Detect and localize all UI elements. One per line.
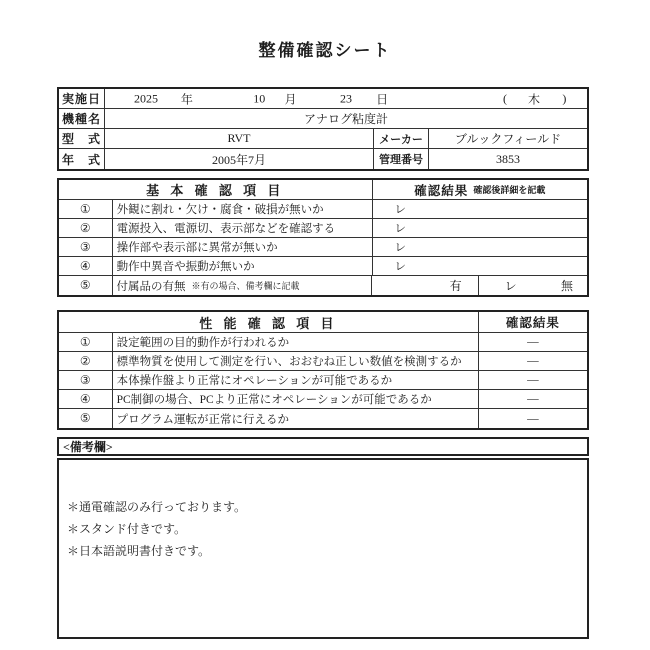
row-number: ①: [59, 200, 113, 218]
table-row-type: [59, 129, 587, 149]
year-value: 2005年7月: [105, 149, 374, 169]
table-row: [59, 390, 587, 409]
performance-check-table: [57, 310, 589, 430]
table-row: [59, 200, 587, 219]
check-result: レ: [394, 204, 407, 216]
table-row: [59, 352, 587, 371]
maker-label: メーカー: [374, 129, 429, 148]
remark-note: ＊通電確認のみ行っております。: [67, 500, 247, 514]
remark-note: ＊日本語説明書付きです。: [67, 544, 211, 558]
check-item-text: 外観に割れ・欠け・腐食・破損が無いか: [113, 200, 373, 218]
check-result: レ: [394, 223, 407, 235]
basic-items-header: 基 本 確 認 項 目: [59, 180, 373, 199]
date-month-unit: 月: [284, 92, 297, 106]
accessories-none-cell: [479, 276, 587, 295]
remarks-box: [57, 458, 589, 639]
row-number: ④: [59, 390, 113, 408]
remark-note: ＊スタンド付きです。: [67, 522, 187, 536]
accessories-checkmark: レ: [504, 279, 517, 293]
date-label: 実施日: [59, 89, 105, 108]
remarks-header: <備考欄>: [57, 437, 589, 456]
table-row: [59, 333, 587, 352]
row-number: ②: [59, 219, 113, 237]
performance-check-header: [59, 312, 587, 333]
table-row-year: [59, 149, 587, 169]
date-day-unit: 日: [376, 92, 389, 106]
check-result: ―: [527, 393, 539, 405]
year-label: 年 式: [59, 149, 105, 169]
row-number: ⑤: [59, 276, 113, 295]
maker-value: ブルックフィールド: [454, 132, 562, 146]
table-row: [59, 409, 587, 428]
performance-items-header: 性 能 確 認 項 目: [59, 312, 479, 332]
date-month: 10: [253, 91, 266, 105]
check-item-text: 標準物質を使用して測定を行い、おおむね正しい数値を検測するか: [113, 352, 479, 370]
result-header-label: 確認結果: [414, 183, 469, 198]
date-year-unit: 年: [180, 92, 193, 106]
check-item-text: [113, 276, 373, 295]
weekday-paren-close: ): [562, 91, 567, 105]
table-row: [59, 371, 587, 390]
type-value: RVT: [105, 129, 374, 148]
table-row-date: [59, 89, 587, 109]
check-item-text: 電源投入、電源切、表示部などを確認する: [113, 219, 373, 237]
control-number-label: 管理番号: [374, 149, 429, 169]
result-header-note: 確認後詳細を記載: [473, 185, 546, 195]
row-number: ④: [59, 257, 113, 275]
weekday-paren-open: (: [503, 91, 508, 105]
page-title: 整備確認シート: [258, 41, 392, 60]
accessories-has-cell: 有: [372, 276, 478, 295]
table-row: [59, 238, 587, 257]
date-value-cell: [105, 89, 587, 108]
performance-result-header: 確認結果: [505, 316, 560, 330]
check-result: ―: [527, 355, 539, 367]
model-value: アナログ粘度計: [303, 112, 388, 126]
check-result: レ: [394, 261, 407, 273]
row-number: ③: [59, 371, 113, 389]
table-row-model: [59, 109, 587, 129]
date-weekday: 木: [527, 92, 540, 106]
row-number: ⑤: [59, 409, 113, 428]
accessories-note: ※有の場合、備考欄に記載: [191, 281, 300, 291]
check-result: レ: [394, 242, 407, 254]
control-number-value: 3853: [496, 151, 520, 166]
check-item-text: 動作中異音や振動が無いか: [113, 257, 373, 275]
check-result: ―: [527, 336, 539, 348]
check-item-text: 操作部や表示部に異常が無いか: [113, 238, 373, 256]
model-label: 機種名: [59, 109, 105, 128]
check-result: ―: [527, 374, 539, 386]
row-number: ③: [59, 238, 113, 256]
check-item-text: プログラム運転が正常に行えるか: [113, 409, 479, 428]
type-label: 型 式: [59, 129, 105, 148]
check-result: ―: [527, 412, 539, 425]
date-day: 23: [340, 91, 352, 105]
equipment-info-table: [57, 87, 589, 171]
date-year: 2025: [133, 91, 158, 105]
row-number: ①: [59, 333, 113, 351]
basic-check-header: [59, 180, 587, 200]
row-number: ②: [59, 352, 113, 370]
basic-result-header: [373, 180, 587, 199]
basic-check-table: [57, 178, 589, 297]
table-row: [59, 219, 587, 238]
table-row: [59, 257, 587, 276]
accessories-label: 付属品の有無: [116, 280, 186, 293]
accessories-none-label: 無: [560, 279, 573, 293]
check-item-text: 本体操作盤より正常にオペレーションが可能であるか: [113, 371, 479, 389]
check-item-text: 設定範囲の目的動作が行われるか: [113, 333, 479, 351]
table-row: [59, 276, 587, 295]
check-item-text: PC制御の場合、PCより正常にオペレーションが可能であるか: [113, 390, 479, 408]
